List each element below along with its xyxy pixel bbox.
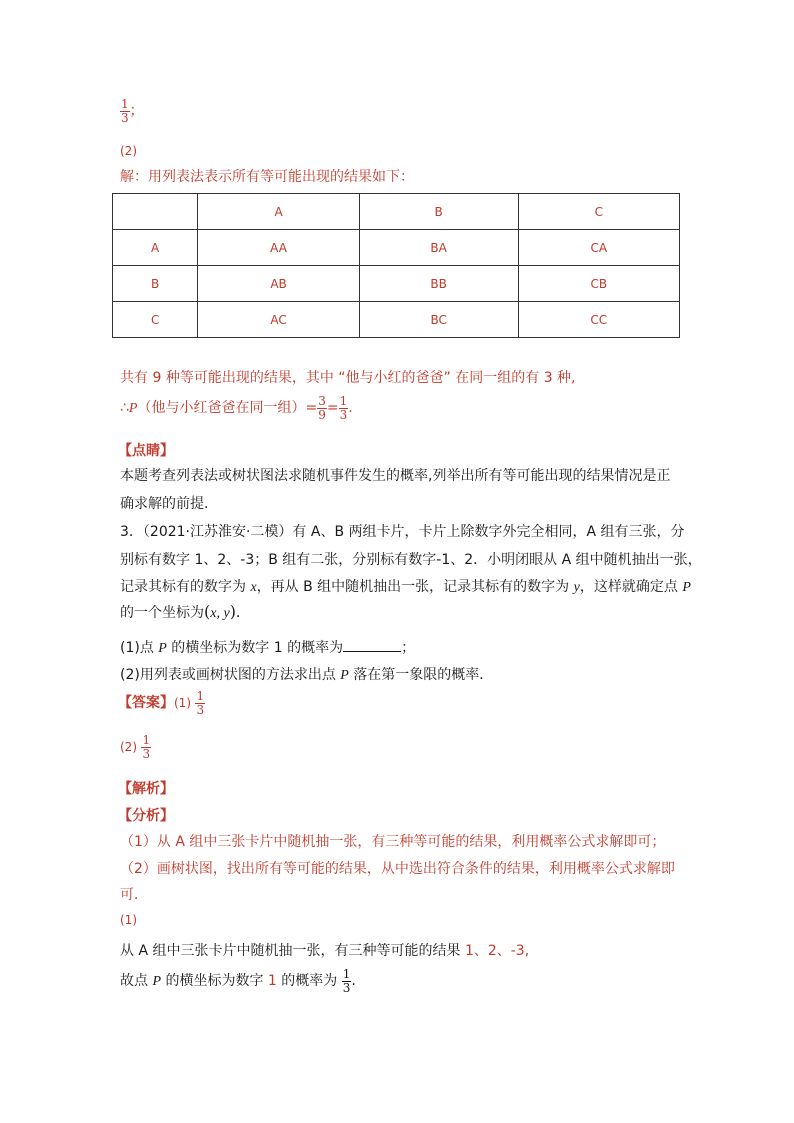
table-row <box>113 230 680 266</box>
q3-line-3: 记录其标有的数字为 x，再从 B 组中随机抽出一张，记录其标有的数字为 y，这样就确定点 P <box>120 579 691 595</box>
fraction: $\frac{3}{9}$ <box>318 394 326 422</box>
table-cell: A <box>113 230 198 266</box>
fraction: $\frac{1}{3}$ <box>121 97 129 125</box>
comment-line-2: 确求解的前提. <box>120 496 209 512</box>
fenxi-title: 【分析】 <box>118 808 174 824</box>
table-cell: BB <box>359 266 518 302</box>
table-cell: CC <box>518 302 679 338</box>
top-fraction: $\frac{1}{3}$ ； <box>121 97 144 125</box>
table-cell: BA <box>359 230 518 266</box>
q3-line-2: 别标有数字 1、2、-3；B 组有二张，分别标有数字-1、2．小明闭眼从 A 组中随机抽出一张， <box>120 552 702 568</box>
table-cell: CB <box>518 266 679 302</box>
fraction: $\frac{1}{3}$ <box>342 967 351 995</box>
solution-intro: 解：用列表法表示所有等可能出现的结果如下： <box>120 169 414 185</box>
solution-line-2: 故点 P 的横坐标为数字 1 的概率为 $\frac{1}{3}$ . <box>120 967 356 995</box>
table-cell: CA <box>518 230 679 266</box>
table-cell: B <box>359 194 518 230</box>
table-cell: C <box>518 194 679 230</box>
table-cell: AC <box>198 302 359 338</box>
fraction: $\frac{1}{3}$ <box>196 689 205 717</box>
q3-sub-1: (1)点 P 的横坐标为数字 1 的概率为 ； <box>120 640 416 656</box>
table-cell <box>113 194 198 230</box>
comment-line-1: 本题考查列表法或树状图法求随机事件发生的概率,列举出所有等可能出现的结果情况是正 <box>120 468 671 484</box>
answer-blank <box>343 639 401 652</box>
answer-line: 【答案】(1) $\frac{1}{3}$ <box>118 689 205 717</box>
fenxi-line-2: （2）画树状图，找出所有等可能的结果，从中选出符合条件的结果，利用概率公式求解即 <box>120 861 675 877</box>
analysis-title: 【解析】 <box>118 781 174 797</box>
q3-line-1: 3．（2021·江苏淮安·二模）有 A、B 两组卡片，卡片上除数字外完全相同，A 组有三张，分 <box>120 524 685 540</box>
fenxi-line-1: （1）从 A 组中三张卡片中随机抽一张，有三种等可能的结果，利用概率公式求解即可； <box>120 834 666 850</box>
q3-sub-2: (2)用列表或画树状图的方法求出点 P 落在第一象限的概率． <box>120 667 494 683</box>
table-cell: A <box>198 194 359 230</box>
answer-line-2: (2) $\frac{1}{3}$ <box>120 733 151 761</box>
table-header-row <box>113 194 680 230</box>
comment-title: 【点睛】 <box>118 443 174 459</box>
q3-line-4: 的一个坐标为(x, y)． <box>120 602 250 621</box>
table-cell: C <box>113 302 198 338</box>
solution-label: (1) <box>120 913 137 927</box>
table-cell: B <box>113 266 198 302</box>
table-cell: AA <box>198 230 359 266</box>
part2-label: (2) <box>120 144 137 158</box>
fraction: $\frac{1}{3}$ <box>142 733 151 761</box>
result-line: 共有 9 种等可能出现的结果，其中 “他与小红的爸爸” 在同一组的有 3 种, <box>120 370 576 386</box>
table-cell: BC <box>359 302 518 338</box>
solution-line-1: 从 A 组中三张卡片中随机抽一张，有三种等可能的结果 1、2、-3, <box>120 943 530 959</box>
table-row <box>113 266 680 302</box>
probability-line: ∴P（他与小红爸爸在同一组）= $\frac{3}{9}$ = $\frac{1}{3}$ . <box>120 394 353 422</box>
results-table <box>112 193 680 338</box>
fraction: $\frac{1}{3}$ <box>339 394 348 422</box>
table-cell: AB <box>198 266 359 302</box>
fenxi-line-3: 可． <box>120 887 148 903</box>
table-row <box>113 302 680 338</box>
